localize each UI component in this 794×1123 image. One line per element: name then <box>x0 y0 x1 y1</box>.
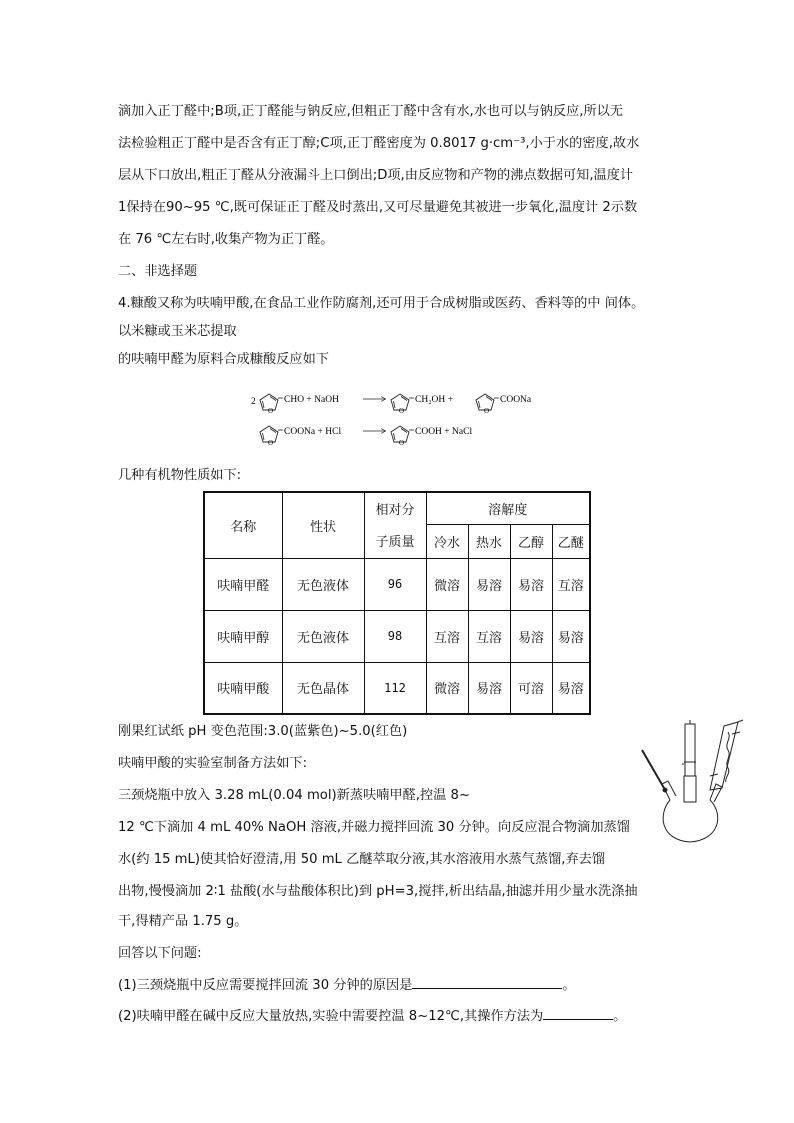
cell-cold: 微溶 <box>426 558 468 610</box>
cell-hot: 易溶 <box>468 662 510 714</box>
paragraph-line-3: 层从下口放出,粗正丁醛从分液漏斗上口倒出;D项,由反应物和产物的沸点数据可知,温度计 <box>118 168 634 183</box>
after-table-line-6: 出物,慢慢滴加 2∶1 盐酸(水与盐酸体积比)到 pH=3,搅拌,析出结晶,抽滤并用少量水洗涤抽 <box>118 884 638 899</box>
question-4-line-3: 的呋喃甲醛为原料合成糠酸反应如下 <box>118 352 329 367</box>
cell-mass: 112 <box>364 662 426 714</box>
ring-atom-5: O <box>399 439 405 447</box>
cell-mass: 96 <box>364 558 426 610</box>
question-2-end: 。 <box>613 1009 627 1024</box>
r1-coefficient: 2 <box>251 397 256 407</box>
after-table-line-8: 回答以下问题: <box>118 946 202 961</box>
paragraph-line-2: 法检验粗正丁醛中是否含有正丁醇;C项,正丁醛密度为 0.8017 g·cm⁻³,小于水的密度,故水 <box>118 136 640 151</box>
cell-state: 无色晶体 <box>282 662 364 714</box>
r1-mid-text: CH₂OH + <box>415 395 453 405</box>
r2-right-text: COOH + NaCl <box>415 427 473 437</box>
paragraph-line-1: 滴加入正丁醛中;B项,正丁醛能与钠反应,但粗正丁醛中含有水,水也可以与钠反应,所以无 <box>118 104 624 119</box>
ring-atom-3: O <box>484 407 490 415</box>
cell-hot: 易溶 <box>468 558 510 610</box>
cell-ether: 互溶 <box>552 558 590 610</box>
cell-name: 呋喃甲醛 <box>204 558 282 610</box>
question-4-line-1: 4.糠酸又称为呋喃甲酸,在食品工业作防腐剂,还可用于合成树脂或医药、香料等的中 间体。 <box>118 296 645 311</box>
header-name: 名称 <box>204 492 282 558</box>
paragraph-line-4: 1保持在90~95 ℃,既可保证正丁醛及时蒸出,又可尽量避免其被进一步氧化,温度计 2示数 <box>118 200 638 215</box>
after-table-line-4: 12 ℃下滴加 4 mL 40% NaOH 溶液,并磁力搅拌回流 30 分钟。向反应混合物滴加蒸馏 <box>118 820 630 835</box>
cell-state: 无色液体 <box>282 610 364 662</box>
question-4-line-2: 以米糠或玉米芯提取 <box>118 324 237 339</box>
r1-right-text: COONa <box>500 395 532 405</box>
question-1-answer-blank[interactable] <box>412 974 562 989</box>
after-table-line-2: 呋喃甲酸的实验室制备方法如下: <box>118 756 308 771</box>
header-ethanol: 乙醇 <box>510 524 552 558</box>
table-row <box>204 610 590 662</box>
cell-state: 无色液体 <box>282 558 364 610</box>
cell-ether: 易溶 <box>552 662 590 714</box>
header-solubility: 溶解度 <box>426 492 590 524</box>
header-ether: 乙醚 <box>552 524 590 558</box>
question-2-text: (2)呋喃甲醛在碱中反应大量放热,实验中需要控温 8~12℃,其操作方法为 <box>118 1009 544 1024</box>
ring-atom-2: O <box>399 407 405 415</box>
cell-mass: 98 <box>364 610 426 662</box>
cell-ethanol: 可溶 <box>510 662 552 714</box>
reaction-scheme <box>249 386 559 450</box>
cell-cold: 微溶 <box>426 662 468 714</box>
header-mass-line2: 子质量 <box>364 524 426 558</box>
question-2 <box>118 1005 626 1027</box>
after-table-line-7: 干,得精产品 1.75 g。 <box>118 914 248 929</box>
cell-ethanol: 易溶 <box>510 558 552 610</box>
header-state: 性状 <box>282 492 364 558</box>
table-intro: 几种有机物性质如下: <box>118 468 242 483</box>
after-table-line-1: 刚果红试纸 pH 变色范围:3.0(蓝紫色)~5.0(红色) <box>118 724 408 739</box>
cell-hot: 互溶 <box>468 610 510 662</box>
r2-left-text: COONa + HCl <box>284 427 342 437</box>
table-row <box>204 558 590 610</box>
three-neck-flask-apparatus-icon <box>640 718 756 846</box>
header-cold-water: 冷水 <box>426 524 468 558</box>
cell-ethanol: 易溶 <box>510 610 552 662</box>
question-1 <box>118 974 576 996</box>
cell-name: 呋喃甲酸 <box>204 662 282 714</box>
table-row <box>204 662 590 714</box>
paragraph-line-5: 在 76 ℃左右时,收集产物为正丁醛。 <box>118 232 334 247</box>
question-1-text: (1)三颈烧瓶中反应需要搅拌回流 30 分钟的原因是 <box>118 978 413 993</box>
after-table-line-5: 水(约 15 mL)使其恰好澄清,用 50 mL 乙醚萃取分液,其水溶液用水蒸气蒸馏,弃去馏 <box>118 852 606 867</box>
after-table-line-3: 三颈烧瓶中放入 3.28 mL(0.04 mol)新蒸呋喃甲醛,控温 8~ <box>118 788 470 803</box>
section-title: 二、非选择题 <box>118 264 198 279</box>
question-1-end: 。 <box>562 978 576 993</box>
ring-atom-4: O <box>268 439 274 447</box>
cell-name: 呋喃甲醇 <box>204 610 282 662</box>
header-hot-water: 热水 <box>468 524 510 558</box>
r1-left-text: CHO + NaOH <box>284 395 339 405</box>
cell-ether: 易溶 <box>552 610 590 662</box>
cell-cold: 互溶 <box>426 610 468 662</box>
header-mass-line1: 相对分 <box>364 492 426 524</box>
properties-table <box>203 491 591 715</box>
ring-atom-1: O <box>268 407 274 415</box>
question-2-answer-blank[interactable] <box>543 1005 613 1020</box>
